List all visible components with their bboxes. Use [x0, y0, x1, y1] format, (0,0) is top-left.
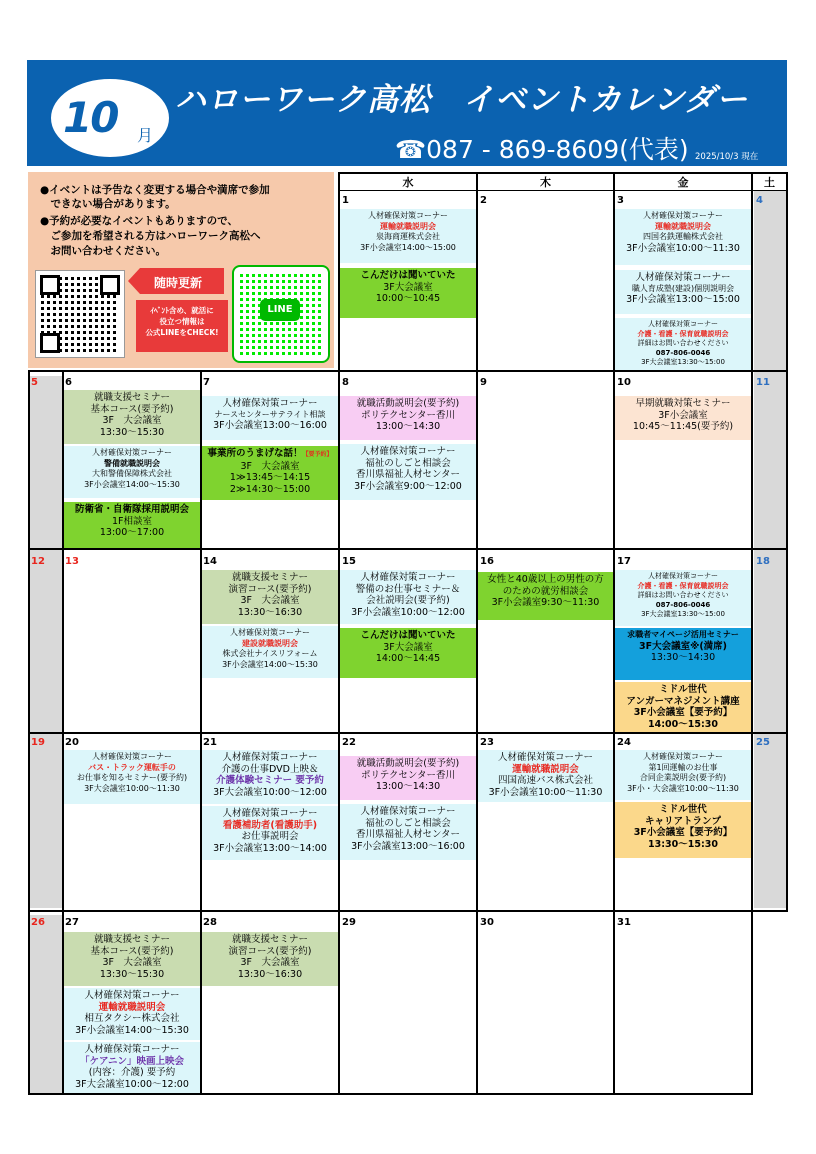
header-banner: [27, 60, 787, 166]
event-block[interactable]: 早期就職対策セミナー 3F小会議室 10:45～11:45(要予約): [615, 396, 751, 440]
event-block[interactable]: 人材確保対策コーナー 看護補助者(看護助手) お仕事説明会 3F小会議室13:00～14:00: [202, 806, 338, 860]
update-label: 随時更新: [153, 276, 202, 290]
day-number: 26: [31, 917, 45, 928]
day-number: 6: [65, 377, 72, 388]
line-note: ｲﾍﾞﾝﾄ含め、就活に 役立つ情報は 公式LINEをCHECK!: [145, 306, 219, 337]
event-block[interactable]: 求職者マイページ活用セミナー 3F大会議室※(満席) 13:30～14:30: [615, 628, 751, 680]
event-block[interactable]: 人材確保対策コーナー 介護の仕事DVD上映＆ 介護体験セミナー 要予約 3F大会議室10:00～12:00: [202, 750, 338, 804]
grid-line: [28, 548, 788, 550]
event-block[interactable]: 防衛省・自衛隊採用説明会 1F相談室 13:00～17:00: [64, 502, 200, 548]
day-number: 2: [480, 195, 487, 206]
event-block[interactable]: こんだけは聞いていた 3F大会議室 10:00～10:45: [340, 268, 476, 318]
day-number: 19: [31, 737, 45, 748]
weekday-header-sat: 土: [764, 176, 775, 189]
day-number: 16: [480, 556, 494, 567]
day-number: 3: [617, 195, 624, 206]
day-number: 18: [756, 556, 770, 567]
event-block[interactable]: 人材確保対策コーナー バス・トラック運転手の お仕事を知るセミナー(要予約) 3F大会議室10:00～11:30: [64, 750, 200, 804]
day-number: 5: [31, 377, 38, 388]
day-number: 15: [342, 556, 356, 567]
event-block[interactable]: 人材確保対策コーナー 運輸就職説明会 四国高速バス株式会社 3F小会議室10:00～11:30: [478, 750, 613, 802]
notice-line: ご参加を希望される方はハローワーク高松へ: [40, 230, 261, 242]
month-number: 10: [63, 93, 118, 142]
notice-line: できない場合があります。: [40, 198, 176, 210]
day-number: 17: [617, 556, 631, 567]
event-block[interactable]: ミドル世代 キャリアトランプ 3F小会議室【要予約】 13:30～15:30: [615, 802, 751, 858]
day-number: 12: [31, 556, 45, 567]
notice-line: ●予約が必要なイベントもありますので、: [40, 215, 238, 227]
event-block[interactable]: 人材確保対策コーナー ナースセンターサテライト相談 3F小会議室13:00～16:00: [202, 396, 338, 440]
day-number: 8: [342, 377, 349, 388]
day-number: 24: [617, 737, 631, 748]
day-number: 7: [203, 377, 210, 388]
event-block[interactable]: 人材確保対策コーナー 職人育成塾(建設)個別説明会 3F小会議室13:00～15:00: [615, 270, 751, 314]
day-number: 23: [480, 737, 494, 748]
day-number: 25: [756, 737, 770, 748]
day-number: 29: [342, 917, 356, 928]
line-logo-icon: LINE: [260, 299, 300, 321]
weekday-header-wed: 水: [402, 176, 414, 189]
event-block[interactable]: 女性と40歳以上の男性の方 のための就労相談会 3F小会議室9:30～11:30: [478, 572, 613, 620]
grid-line: [476, 172, 478, 1095]
phone-number: ☎087 - 869-8609(代表): [395, 135, 689, 164]
event-block[interactable]: 人材確保対策コーナー 運輸就職説明会 泉海商運株式会社 3F小会議室14:00～15:00: [340, 209, 476, 263]
notice-line: ●イベントは予告なく変更する場合や満席で参加: [40, 184, 270, 196]
event-block[interactable]: 人材確保対策コーナー 運輸就職説明会 四国名鉄運輸株式会社 3F小会議室10:00～11:30: [615, 209, 751, 265]
day-number: 21: [203, 737, 217, 748]
day-number: 20: [65, 737, 79, 748]
sunday-column: [29, 915, 62, 1093]
event-block[interactable]: 就職支援セミナー 演習コース(要予約) 3F 大会議室 13:30～16:30: [202, 932, 338, 986]
day-number: 14: [203, 556, 217, 567]
day-number: 13: [65, 556, 79, 567]
as-of-date: 2025/10/3 現在: [695, 152, 759, 162]
weekday-header-fri: 金: [677, 176, 689, 189]
page-title: ハローワーク高松 イベントカレンダー: [175, 82, 749, 118]
event-block[interactable]: ミドル世代 アンガーマネジメント講座 3F小会議室【要予約】 14:00～15:30: [615, 682, 751, 732]
event-block[interactable]: 就職活動説明会(要予約) ポリテクセンター香川 13:00～14:30: [340, 756, 476, 800]
event-block[interactable]: 人材確保対策コーナー 警備就職説明会 大和警備保障株式会社 3F小会議室14:00～15:30: [64, 446, 200, 498]
event-block[interactable]: 人材確保対策コーナー 福祉のしごと相談会 香川県福祉人材センター 3F小会議室9:00～12:00: [340, 444, 476, 500]
day-number: 28: [203, 917, 217, 928]
month-unit: 月: [137, 126, 154, 145]
event-block[interactable]: 人材確保対策コーナー 福祉のしごと相談会 香川県福祉人材センター 3F小会議室13:00～16:00: [340, 804, 476, 860]
grid-line: [28, 910, 788, 912]
grid-line: [28, 370, 788, 372]
day-number: 31: [617, 917, 631, 928]
event-block[interactable]: 人材確保対策コーナー 建設就職説明会 株式会社ナイスリフォーム 3F小会議室14:00～15:30: [202, 626, 338, 678]
event-block[interactable]: 就職支援セミナー 演習コース(要予約) 3F 大会議室 13:30～16:30: [202, 570, 338, 624]
grid-line: [751, 172, 753, 1095]
event-block[interactable]: 就職支援セミナー 基本コース(要予約) 3F 大会議室 13:30～15:30: [64, 390, 200, 444]
weekday-header-thu: 木: [540, 176, 551, 189]
day-number: 22: [342, 737, 356, 748]
day-number: 4: [756, 195, 763, 206]
grid-line: [28, 732, 788, 734]
event-block[interactable]: 就職支援セミナー 基本コース(要予約) 3F 大会議室 13:30～15:30: [64, 932, 200, 986]
day-number: 10: [617, 377, 631, 388]
month-badge: [49, 77, 171, 159]
event-block[interactable]: 人材確保対策コーナー 「ケアニン」映画上映会 (内容：介護) 要予約 3F大会議室10:00～12:00: [64, 1042, 200, 1093]
website-qr-code[interactable]: [35, 270, 125, 358]
grid-line: [28, 1093, 752, 1095]
day-number: 1: [342, 195, 349, 206]
grid-line: [786, 172, 788, 912]
event-block[interactable]: 人材確保対策コーナー 介護・看護・保育就職説明会 詳細はお問い合わせください 087-806-0046 3F大会議室13:30～15:00: [615, 570, 751, 626]
event-block[interactable]: 人材確保対策コーナー 警備のお仕事セミナー＆ 会社説明会(要予約) 3F小会議室10:00～12:00: [340, 570, 476, 624]
day-number: 30: [480, 917, 494, 928]
line-qr-code[interactable]: [232, 265, 330, 363]
event-block[interactable]: 就職活動説明会(要予約) ポリテクセンター香川 13:00～14:30: [340, 396, 476, 440]
event-block[interactable]: 人材確保対策コーナー 運輸就職説明会 相互タクシー株式会社 3F小会議室14:00～15:30: [64, 988, 200, 1040]
event-block[interactable]: 人材確保対策コーナー 第1回運輸のお仕事 合同企業説明会(要予約) 3F小・大会議室10:00～11:30: [615, 750, 751, 800]
day-number: 9: [480, 377, 487, 388]
event-block[interactable]: 人材確保対策コーナー 介護・看護・保育就職説明会 詳細はお問い合わせください 087-806-0046 3F大会議室13:30～15:00: [615, 318, 751, 370]
sunday-column: [29, 376, 62, 908]
grid-line: [28, 370, 30, 1095]
day-number: 27: [65, 917, 79, 928]
event-block[interactable]: こんだけは聞いていた 3F大会議室 14:00～14:45: [340, 628, 476, 678]
event-block[interactable]: 事業所のうまげな話！【要予約】 3F 大会議室 1≫13:45～14:15 2≫14:30～15:00: [202, 446, 338, 500]
day-number: 11: [756, 377, 770, 388]
notice-line: お問い合わせください。: [40, 245, 166, 257]
